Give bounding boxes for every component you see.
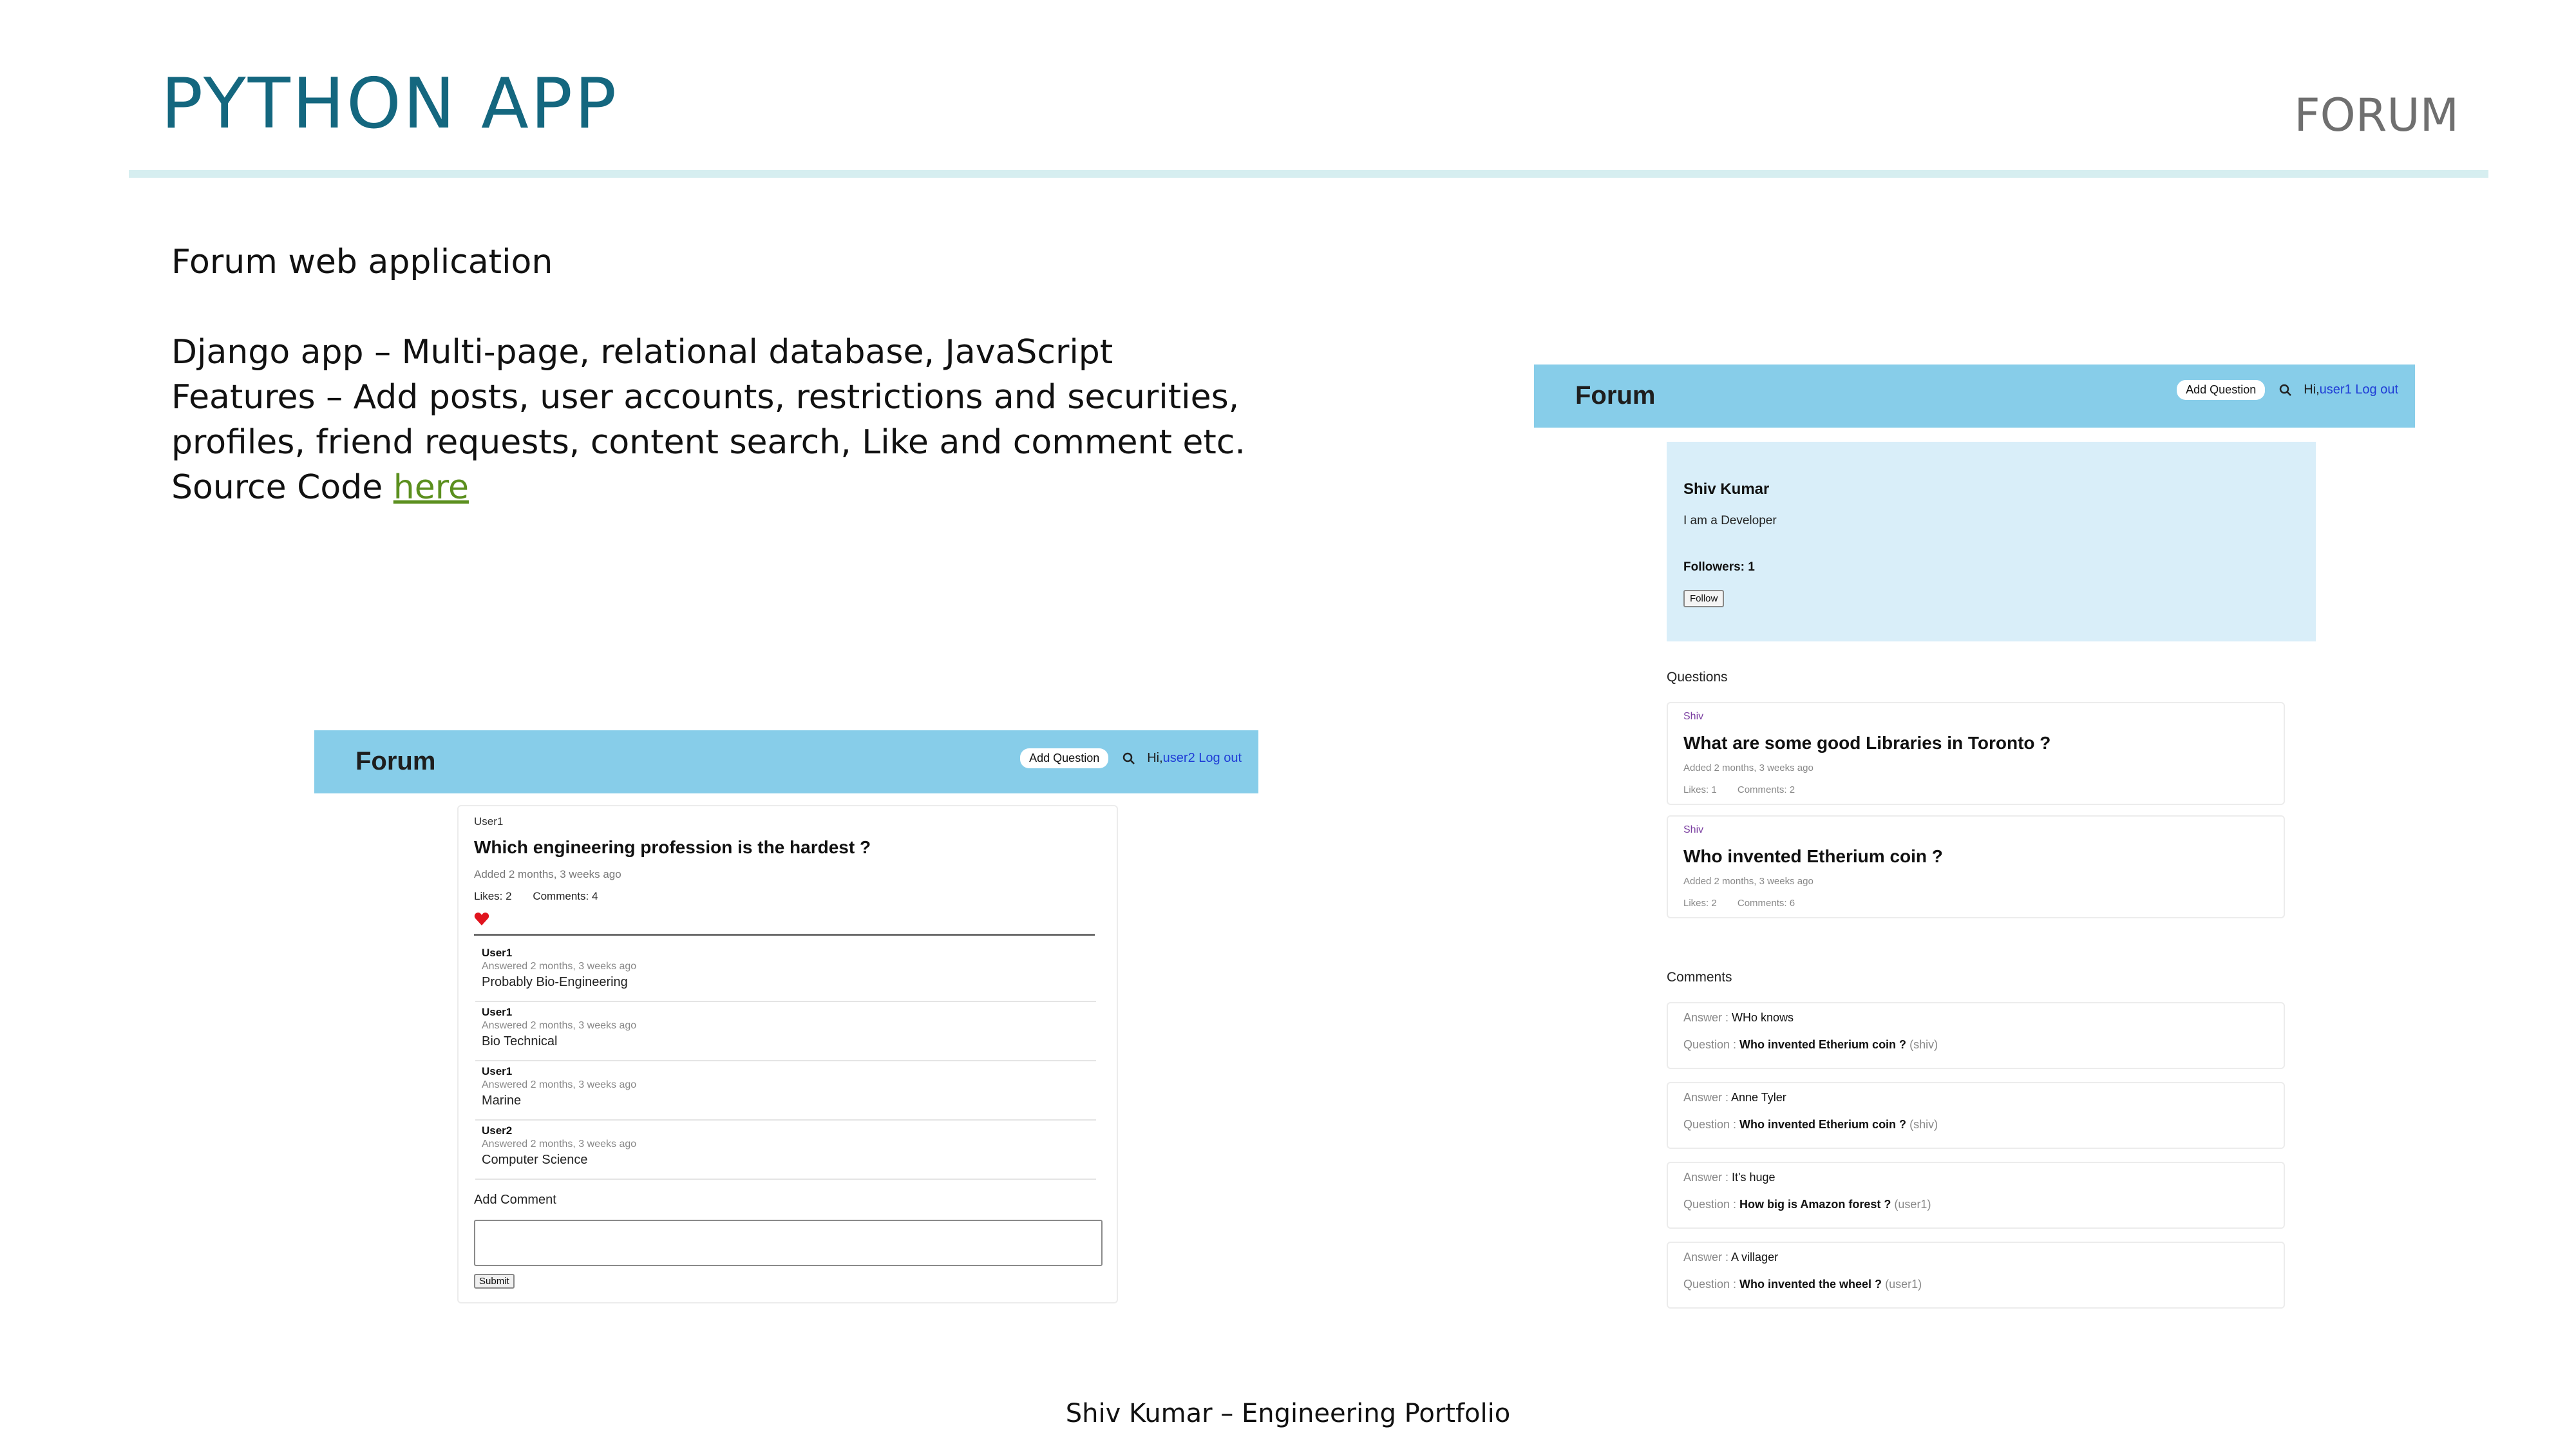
answer-time: Answered 2 months, 3 weeks ago: [482, 1139, 637, 1150]
answer-text: Computer Science: [482, 1153, 588, 1167]
question-stats: [1683, 784, 1795, 795]
comment-question-owner: (shiv): [1909, 1118, 1938, 1131]
comments-heading: Comments: [1667, 970, 1732, 985]
description-heading: Forum web application: [171, 243, 553, 281]
answer-label: Answer :: [1683, 1171, 1732, 1184]
answer-label: Answer :: [1683, 1011, 1732, 1024]
divider: [474, 934, 1095, 936]
comment-question-row: [1683, 1038, 1938, 1052]
profile-bio: I am a Developer: [1683, 514, 1777, 527]
header-divider: [129, 170, 2488, 178]
comment-textarea[interactable]: [474, 1220, 1103, 1266]
greeting: Hi,: [2304, 383, 2320, 397]
source-code-link[interactable]: here: [393, 468, 469, 507]
answer-text: Probably Bio-Engineering: [482, 975, 628, 989]
search-icon[interactable]: [2279, 384, 2292, 397]
likes-count: Likes: 2: [474, 890, 512, 902]
logout-link[interactable]: Log out: [2355, 383, 2398, 397]
user-link[interactable]: user2: [1162, 751, 1195, 765]
description-line: profiles, friend requests, content search, Like and comment etc.: [171, 423, 1245, 462]
question-title: Which engineering profession is the hardest ?: [474, 837, 871, 857]
answer-user[interactable]: User1: [482, 947, 513, 959]
nav-right: [2177, 380, 2398, 400]
left-navbar: [314, 730, 1258, 793]
logout-link[interactable]: Log out: [1198, 751, 1242, 765]
question-added: Added 2 months, 3 weeks ago: [1683, 762, 1814, 773]
comments-count: Comments: 6: [1737, 898, 1795, 909]
answer-text: Bio Technical: [482, 1034, 558, 1048]
add-comment-label: Add Comment: [474, 1193, 556, 1207]
user-link[interactable]: user1: [2319, 383, 2352, 397]
comment-item: [1667, 1242, 2285, 1309]
comment-answer: A villager: [1731, 1251, 1779, 1264]
followers-count: Followers: 1: [1683, 560, 1755, 574]
comments-count: Comments: 2: [1737, 784, 1795, 795]
brand-logo[interactable]: Forum: [355, 747, 436, 775]
comment-answer-row: [1683, 1091, 1786, 1104]
comments-count: Comments: 4: [533, 890, 598, 902]
comment-item: [1667, 1002, 2285, 1069]
question-stats: [474, 890, 598, 903]
question-title[interactable]: Who invented Etherium coin ?: [1683, 846, 1943, 866]
question-title[interactable]: What are some good Libraries in Toronto ?: [1683, 733, 2051, 753]
brand-logo[interactable]: Forum: [1575, 381, 1656, 410]
question-item[interactable]: [1667, 702, 2285, 805]
comment-question[interactable]: How big is Amazon forest ?: [1739, 1198, 1891, 1211]
answer-user[interactable]: User1: [482, 1065, 513, 1077]
profile-name: Shiv Kumar: [1683, 480, 1770, 498]
question-stats: [1683, 898, 1795, 909]
comment-question-owner: (user1): [1885, 1278, 1922, 1291]
question-card: [457, 805, 1118, 1303]
comment-question-owner: (shiv): [1909, 1038, 1938, 1051]
question-item[interactable]: [1667, 815, 2285, 918]
question-author[interactable]: User1: [474, 815, 504, 828]
heart-icon[interactable]: [474, 912, 489, 926]
nav-right: [1020, 748, 1242, 768]
comment-question-row: [1683, 1118, 1938, 1132]
search-icon[interactable]: [1122, 752, 1135, 765]
slide-title: PYTHON APP: [161, 64, 619, 144]
answer-item: [475, 1002, 1096, 1061]
source-code-line: [171, 465, 1266, 510]
description-line: Features – Add posts, user accounts, restrictions and securities,: [171, 378, 1240, 417]
answer-item: [475, 1121, 1096, 1180]
section-label: FORUM: [2294, 89, 2459, 142]
answer-time: Answered 2 months, 3 weeks ago: [482, 1020, 637, 1031]
slide-footer: Shiv Kumar – Engineering Portfolio: [1065, 1399, 1511, 1428]
comment-item: [1667, 1082, 2285, 1149]
answer-time: Answered 2 months, 3 weeks ago: [482, 961, 637, 972]
source-code-prefix: Source Code: [171, 468, 393, 507]
likes-count: Likes: 2: [1683, 898, 1717, 909]
comment-question-row: [1683, 1278, 1922, 1291]
question-label: Question :: [1683, 1118, 1740, 1131]
question-added: Added 2 months, 3 weeks ago: [474, 868, 621, 880]
right-navbar: [1534, 365, 2415, 428]
comment-question-row: [1683, 1198, 1931, 1211]
comment-answer: WHo knows: [1732, 1011, 1794, 1024]
answer-text: Marine: [482, 1094, 522, 1108]
answer-label: Answer :: [1683, 1091, 1732, 1104]
questions-heading: Questions: [1667, 670, 1728, 685]
description-line: Django app – Multi-page, relational database, JavaScript: [171, 333, 1113, 372]
answer-time: Answered 2 months, 3 weeks ago: [482, 1079, 637, 1090]
answer-user[interactable]: User1: [482, 1006, 513, 1018]
comment-question[interactable]: Who invented Etherium coin ?: [1739, 1038, 1907, 1051]
question-author[interactable]: Shiv: [1683, 824, 1704, 835]
add-question-button[interactable]: Add Question: [2177, 380, 2265, 400]
answer-item: [475, 943, 1096, 1002]
add-question-button[interactable]: Add Question: [1020, 748, 1108, 768]
comment-question[interactable]: Who invented the wheel ?: [1739, 1278, 1882, 1291]
question-label: Question :: [1683, 1198, 1740, 1211]
comment-item: [1667, 1162, 2285, 1229]
comment-answer: It's huge: [1732, 1171, 1776, 1184]
project-description: [171, 240, 1266, 510]
question-author[interactable]: Shiv: [1683, 711, 1704, 722]
question-added: Added 2 months, 3 weeks ago: [1683, 876, 1814, 887]
greeting: Hi,: [1147, 751, 1163, 765]
comment-question-owner: (user1): [1894, 1198, 1931, 1211]
answer-user[interactable]: User2: [482, 1124, 513, 1137]
likes-count: Likes: 1: [1683, 784, 1717, 795]
comment-answer-row: [1683, 1251, 1778, 1264]
follow-button[interactable]: Follow: [1683, 590, 1724, 607]
question-label: Question :: [1683, 1278, 1740, 1291]
answer-item: [475, 1061, 1096, 1121]
comment-answer: Anne Tyler: [1731, 1091, 1786, 1104]
comment-question[interactable]: Who invented Etherium coin ?: [1739, 1118, 1907, 1131]
answer-label: Answer :: [1683, 1251, 1732, 1264]
submit-button[interactable]: Submit: [474, 1274, 515, 1289]
question-label: Question :: [1683, 1038, 1740, 1051]
comment-answer-row: [1683, 1011, 1794, 1025]
comment-answer-row: [1683, 1171, 1776, 1184]
profile-card: [1667, 442, 2316, 641]
